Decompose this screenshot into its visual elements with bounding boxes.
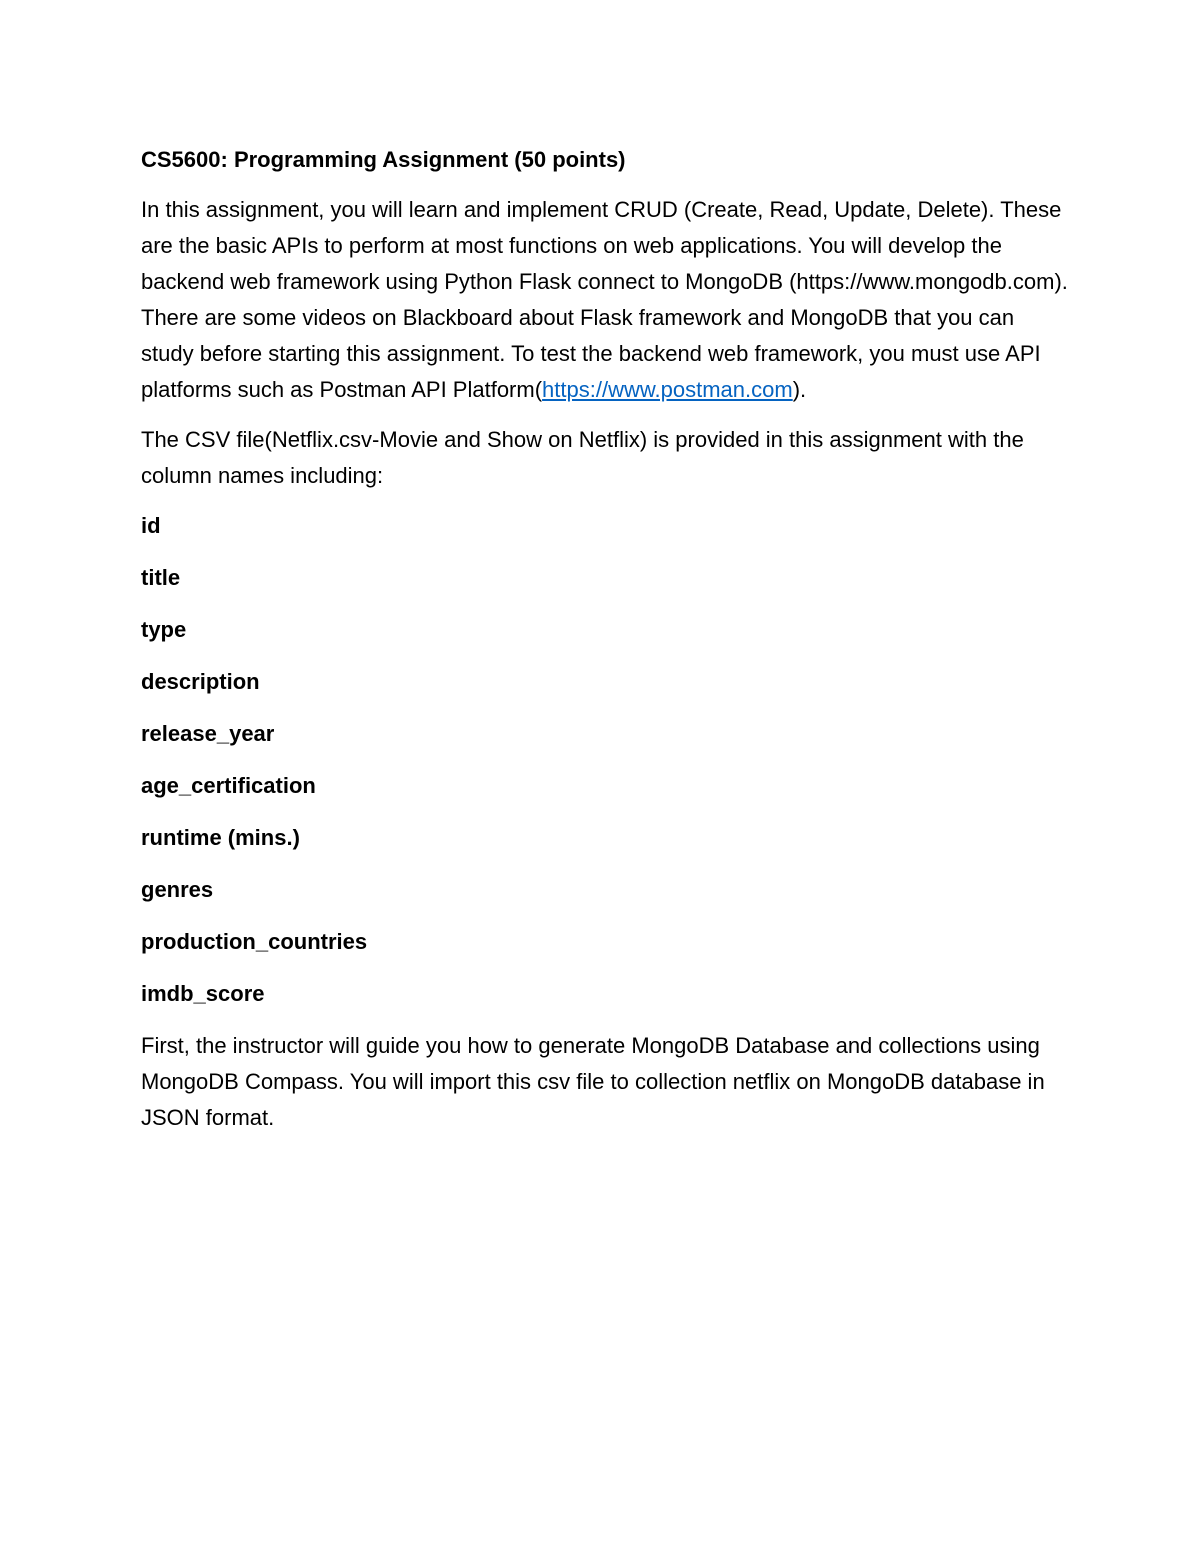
column-name: type bbox=[141, 617, 187, 642]
column-name: title bbox=[141, 565, 181, 590]
intro-text-end: ). bbox=[792, 377, 807, 402]
column-list bbox=[141, 508, 1071, 1012]
column-name: production_countries bbox=[141, 929, 368, 954]
document-body bbox=[141, 144, 1071, 1150]
closing-paragraph: First, the instructor will guide you how to generate MongoDB Database and collections using MongoDB Compass. You will import this csv file to collection netflix on MongoDB database in JSON format. bbox=[141, 1033, 1045, 1130]
column-name: id bbox=[141, 513, 161, 538]
column-name: genres bbox=[141, 877, 214, 902]
csv-paragraph: The CSV file(Netflix.csv-Movie and Show on Netflix) is provided in this assignment with the column names including: bbox=[141, 427, 1024, 488]
column-name: description bbox=[141, 669, 260, 694]
intro-paragraph bbox=[141, 192, 1071, 408]
postman-link[interactable]: https://www.postman.com bbox=[542, 377, 793, 402]
column-name: release_year bbox=[141, 721, 275, 746]
column-name: imdb_score bbox=[141, 981, 265, 1006]
column-name: age_certification bbox=[141, 773, 316, 798]
column-name: runtime (mins.) bbox=[141, 825, 300, 850]
intro-text: In this assignment, you will learn and implement CRUD (Create, Read, Update, Delete). These are the basic APIs to perform at most functions on web applications. You will develop the backend web framework using Python Flask connect to MongoDB (https://www.mongodb.com). There are some videos on Blackboard about Flask framework and MongoDB that you can study before starting this assignment. To test the backend web framework, you must use API platforms such as Postman API Platform( bbox=[141, 197, 1068, 402]
assignment-title: CS5600: Programming Assignment (50 points) bbox=[141, 147, 626, 172]
